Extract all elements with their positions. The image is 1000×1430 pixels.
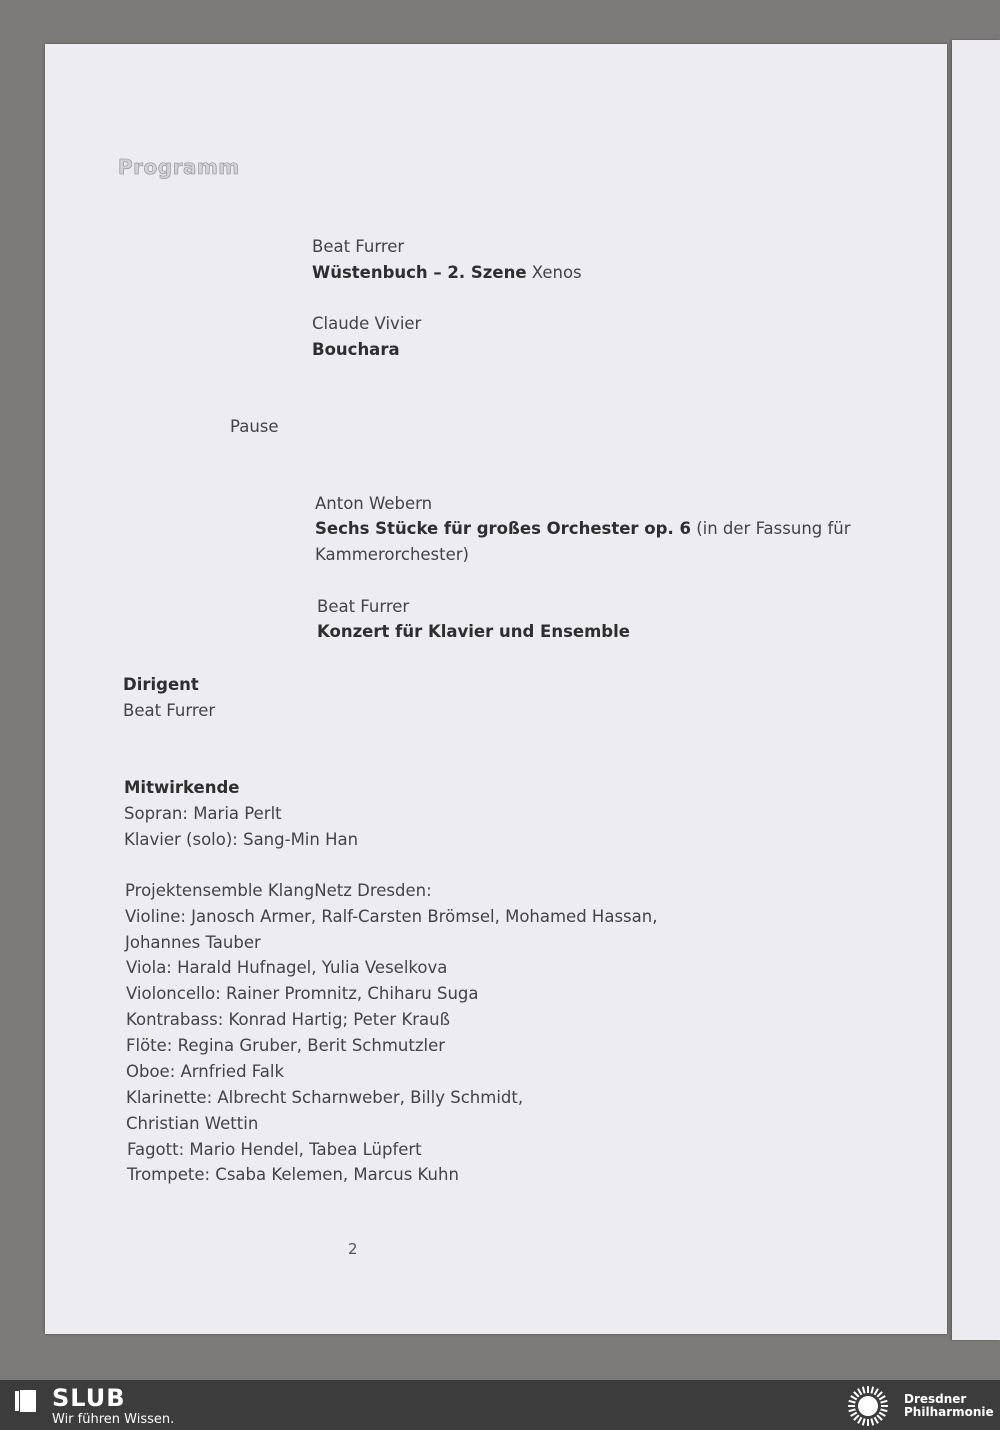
- philharmonie-line1: Dresdner: [904, 1392, 967, 1406]
- sunburst-ray: [871, 1419, 873, 1426]
- slub-logo-icon: [12, 1388, 38, 1414]
- ensemble-line: Violine: Janosch Armer, Ralf-Carsten Brömsel, Mohamed Hassan,: [125, 907, 658, 926]
- sunburst-ray: [849, 1409, 856, 1411]
- sunburst-ray: [879, 1413, 885, 1417]
- work-3: [315, 516, 851, 542]
- sunburst-ray: [851, 1396, 857, 1400]
- work-2-title: Bouchara: [312, 340, 400, 359]
- work-3-suffix: (in der Fassung für: [690, 519, 851, 538]
- ensemble-line: Kontrabass: Konrad Hartig; Peter Krauß: [126, 1010, 451, 1029]
- work-4-title: Konzert für Klavier und Ensemble: [317, 622, 630, 641]
- work-1-title: Wüstenbuch – 2. Szene: [312, 263, 527, 282]
- philharmonie-name: [904, 1393, 994, 1419]
- work-1-suffix: Xenos: [526, 263, 582, 282]
- sunburst-ray: [854, 1392, 859, 1397]
- composer-4: Beat Furrer: [317, 597, 410, 616]
- philharmonie-sunburst-logo: [842, 1384, 894, 1428]
- ensemble-line: Christian Wettin: [126, 1114, 259, 1133]
- footer-bar: [0, 1380, 1000, 1430]
- ensemble-line: Violoncello: Rainer Promnitz, Chiharu Suga: [126, 984, 479, 1003]
- philharmonie-line2: Philharmonie: [904, 1405, 994, 1419]
- sunburst-ray: [858, 1389, 862, 1395]
- page-number: 2: [348, 1240, 358, 1258]
- composer-2: Claude Vivier: [312, 314, 422, 333]
- work-3-line2: Kammerorchester): [315, 545, 469, 564]
- sunburst-ray: [875, 1389, 879, 1395]
- ensemble-line: Projektensemble KlangNetz Dresden:: [125, 881, 432, 900]
- performers-label: Mitwirkende: [124, 778, 240, 797]
- sunburst-ray: [881, 1401, 888, 1403]
- sunburst-ray: [877, 1392, 882, 1397]
- sunburst-ray: [851, 1413, 857, 1417]
- performer-line: Klavier (solo): Sang-Min Han: [124, 830, 359, 849]
- conductor-name: Beat Furrer: [123, 701, 216, 720]
- ensemble-line: Klarinette: Albrecht Scharnweber, Billy Schmidt,: [126, 1088, 524, 1107]
- sunburst-ray: [854, 1415, 859, 1420]
- sunburst-ray: [849, 1401, 856, 1403]
- ensemble-line: Flöte: Regina Gruber, Berit Schmutzler: [126, 1036, 446, 1055]
- work-3-title: Sechs Stücke für großes Orchester op. 6: [315, 519, 691, 538]
- slub-tagline: Wir führen Wissen.: [52, 1412, 175, 1427]
- sunburst-ray: [879, 1396, 885, 1400]
- page-heading: Programm: [118, 155, 240, 179]
- performer-line: Sopran: Maria Perlt: [124, 804, 282, 823]
- ensemble-line: Fagott: Mario Hendel, Tabea Lüpfert: [127, 1140, 422, 1159]
- ensemble-line: Viola: Harald Hufnagel, Yulia Veselkova: [126, 958, 448, 977]
- composer-1: Beat Furrer: [312, 237, 405, 256]
- composer-3: Anton Webern: [315, 494, 433, 513]
- conductor-label: Dirigent: [123, 675, 199, 694]
- sunburst-ray: [881, 1409, 888, 1411]
- sunburst-ray: [858, 1417, 862, 1423]
- ensemble-line: Trompete: Csaba Kelemen, Marcus Kuhn: [127, 1165, 459, 1184]
- pause-label: Pause: [230, 417, 279, 436]
- sunburst-ray: [871, 1387, 873, 1394]
- sunburst-ray: [863, 1387, 865, 1394]
- sunburst-ray: [877, 1415, 882, 1420]
- slub-name: SLUB: [52, 1384, 126, 1412]
- sunburst-ray: [863, 1419, 865, 1426]
- next-page-edge: [952, 40, 1000, 1340]
- ensemble-line: Oboe: Arnfried Falk: [126, 1062, 285, 1081]
- sunburst-ray: [875, 1417, 879, 1423]
- work-1: [312, 260, 582, 286]
- ensemble-line: Johannes Tauber: [125, 933, 261, 952]
